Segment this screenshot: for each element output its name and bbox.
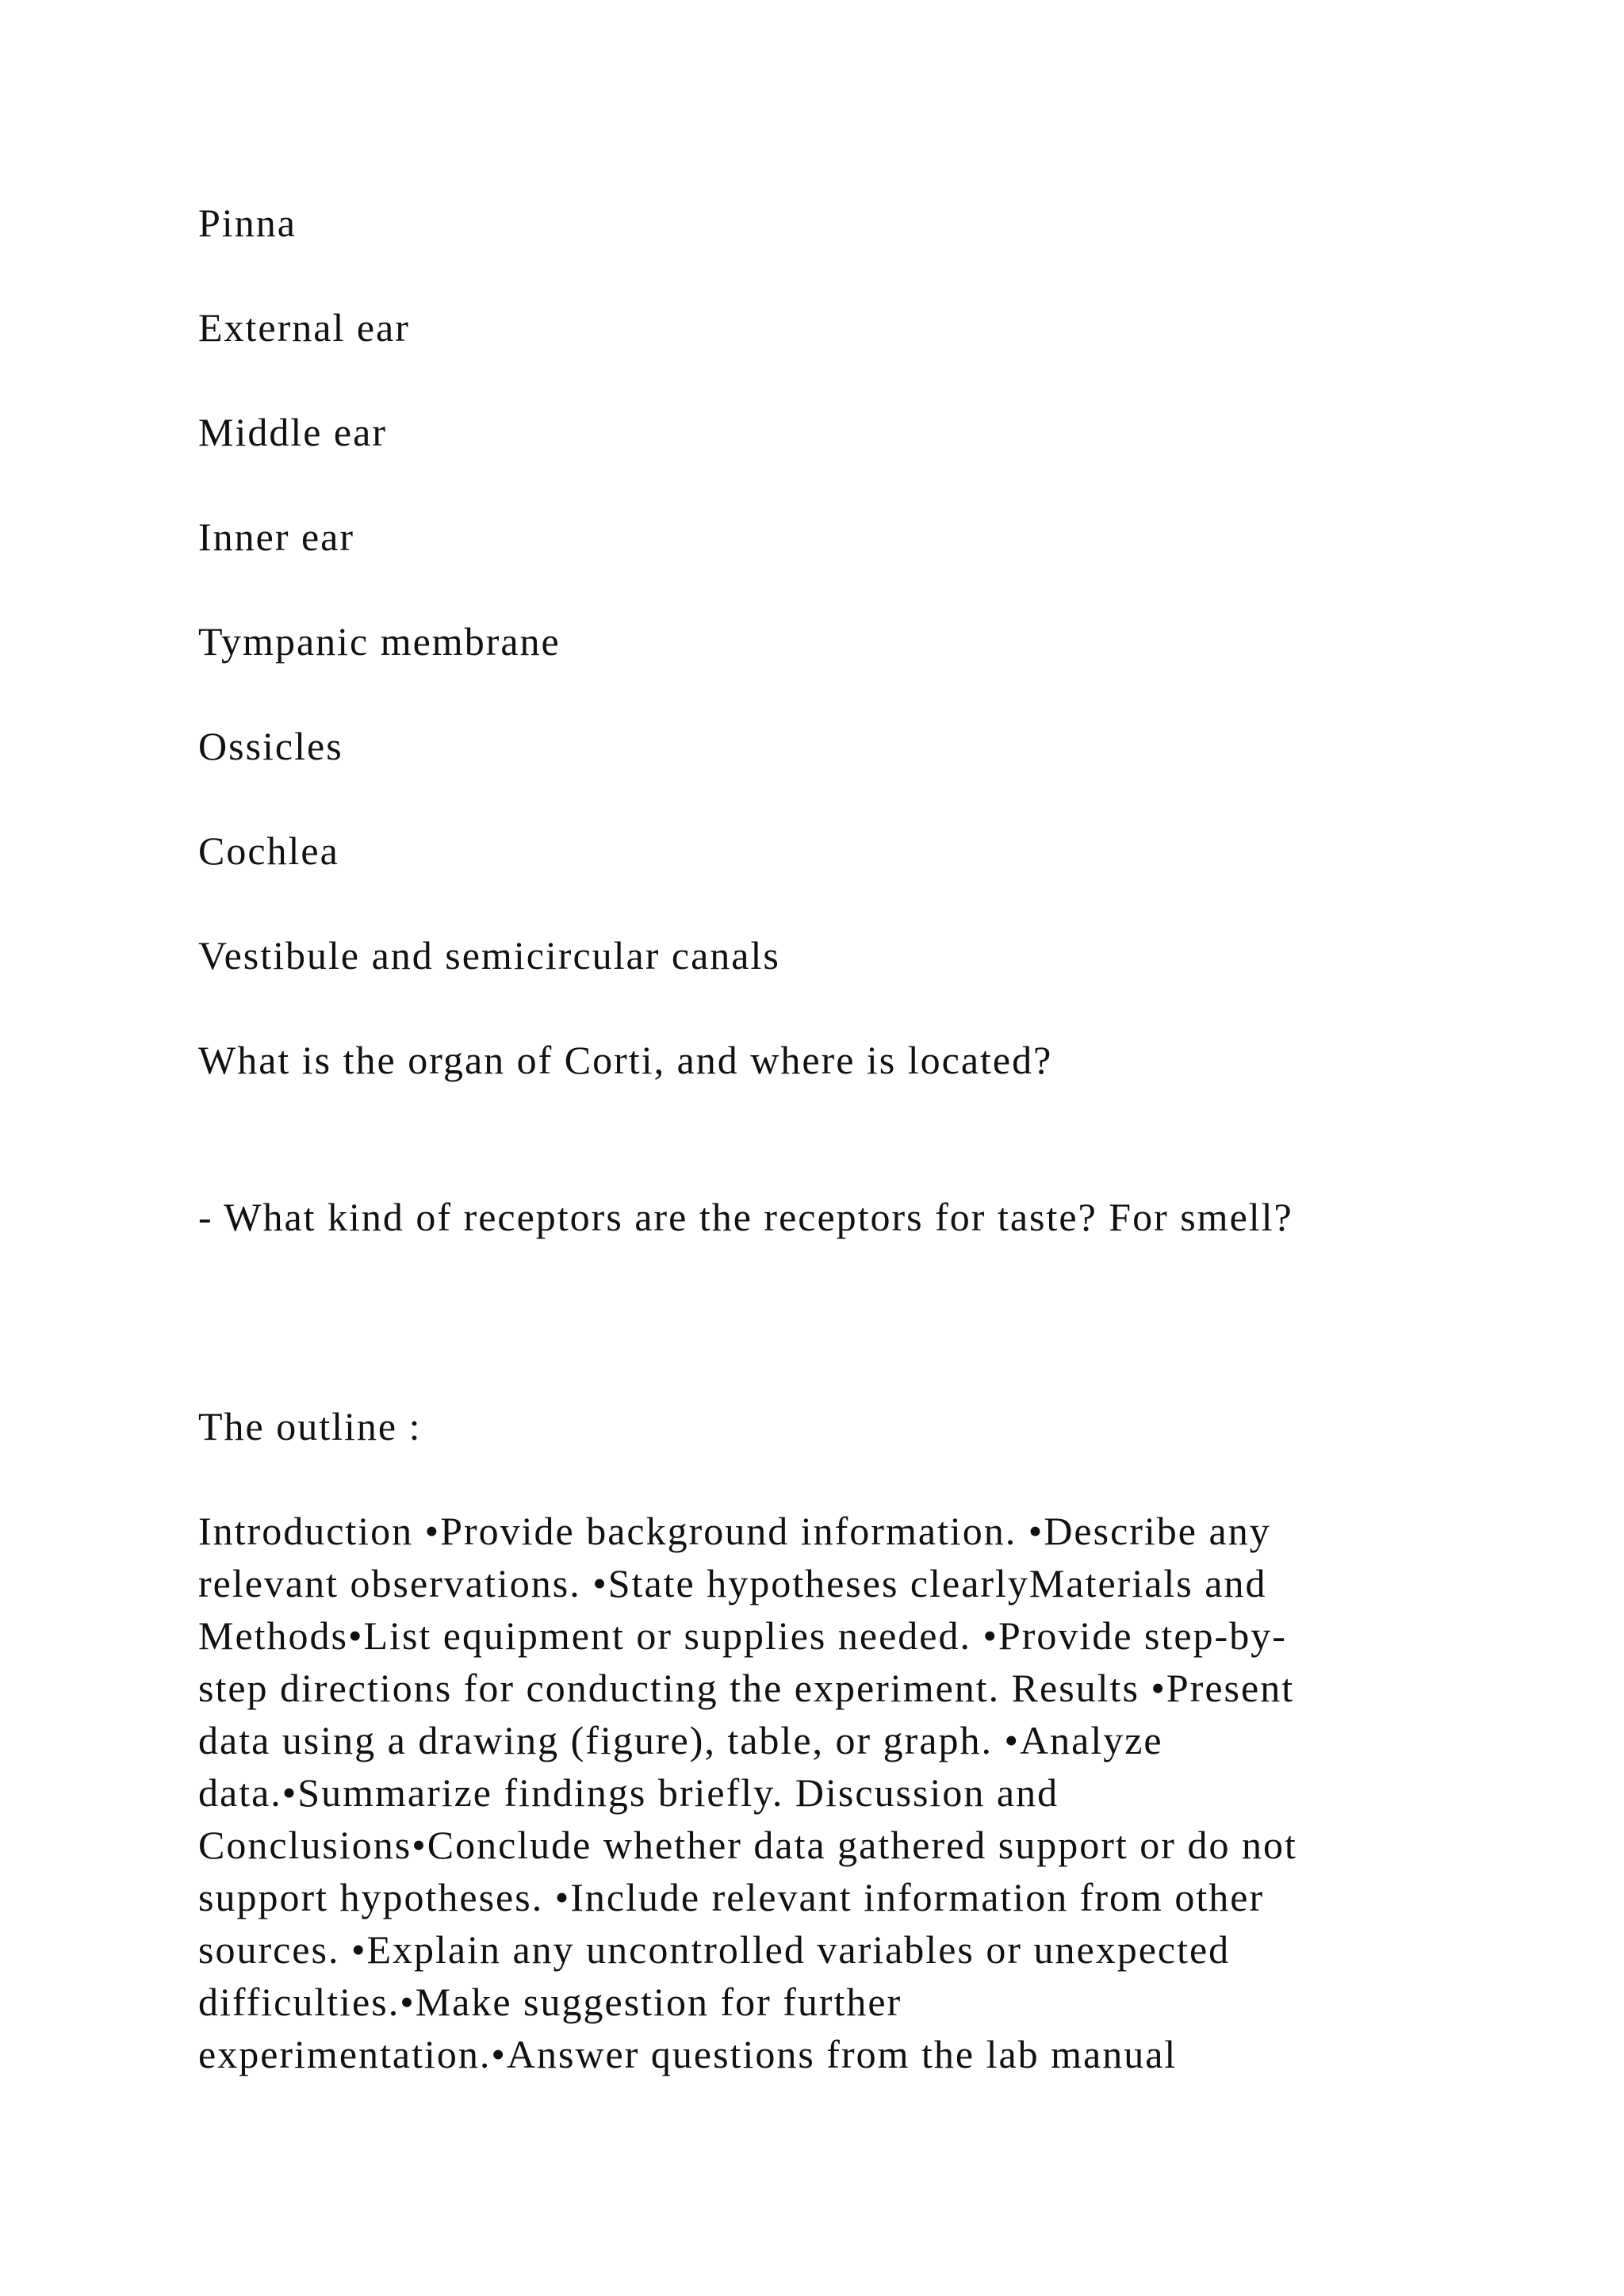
outline-line: Conclusions•Conclude whether data gathered support or do not [198, 1823, 1297, 1867]
outline-line: support hypotheses. •Include relevant information from other [198, 1875, 1265, 1919]
outline-line: experimentation.•Answer questions from the lab manual [198, 2032, 1178, 2076]
document-page [198, 0, 1435, 2296]
question-taste-smell-receptors: - What kind of receptors are the receptors for taste? For smell? [198, 1195, 1293, 1239]
outline-line: difficulties.•Make suggestion for further [198, 1980, 902, 2024]
outline-line: sources. •Explain any uncontrolled variables or unexpected [198, 1927, 1231, 1972]
term-middle-ear: Middle ear [198, 410, 387, 454]
outline-line: data.•Summarize findings briefly. Discussion and [198, 1770, 1059, 1815]
term-external-ear: External ear [198, 305, 410, 350]
outline-line: step directions for conducting the experiment. Results •Present [198, 1666, 1295, 1710]
term-pinna: Pinna [198, 201, 297, 245]
outline-line: Introduction •Provide background information. •Describe any [198, 1509, 1271, 1553]
outline-line: data using a drawing (figure), table, or graph. •Analyze [198, 1718, 1163, 1762]
term-vestibule-canals: Vestibule and semicircular canals [198, 933, 780, 978]
outline-paragraph [198, 1505, 1435, 2080]
outline-line: Methods•List equipment or supplies needed. •Provide step-by- [198, 1613, 1287, 1658]
outline-line: relevant observations. •State hypotheses clearlyMaterials and [198, 1561, 1267, 1605]
outline-heading: The outline : [198, 1404, 422, 1448]
term-cochlea: Cochlea [198, 828, 339, 873]
question-organ-of-corti: What is the organ of Corti, and where is located? [198, 1038, 1053, 1082]
term-inner-ear: Inner ear [198, 515, 355, 559]
term-tympanic-membrane: Tympanic membrane [198, 619, 561, 664]
term-ossicles: Ossicles [198, 724, 343, 768]
